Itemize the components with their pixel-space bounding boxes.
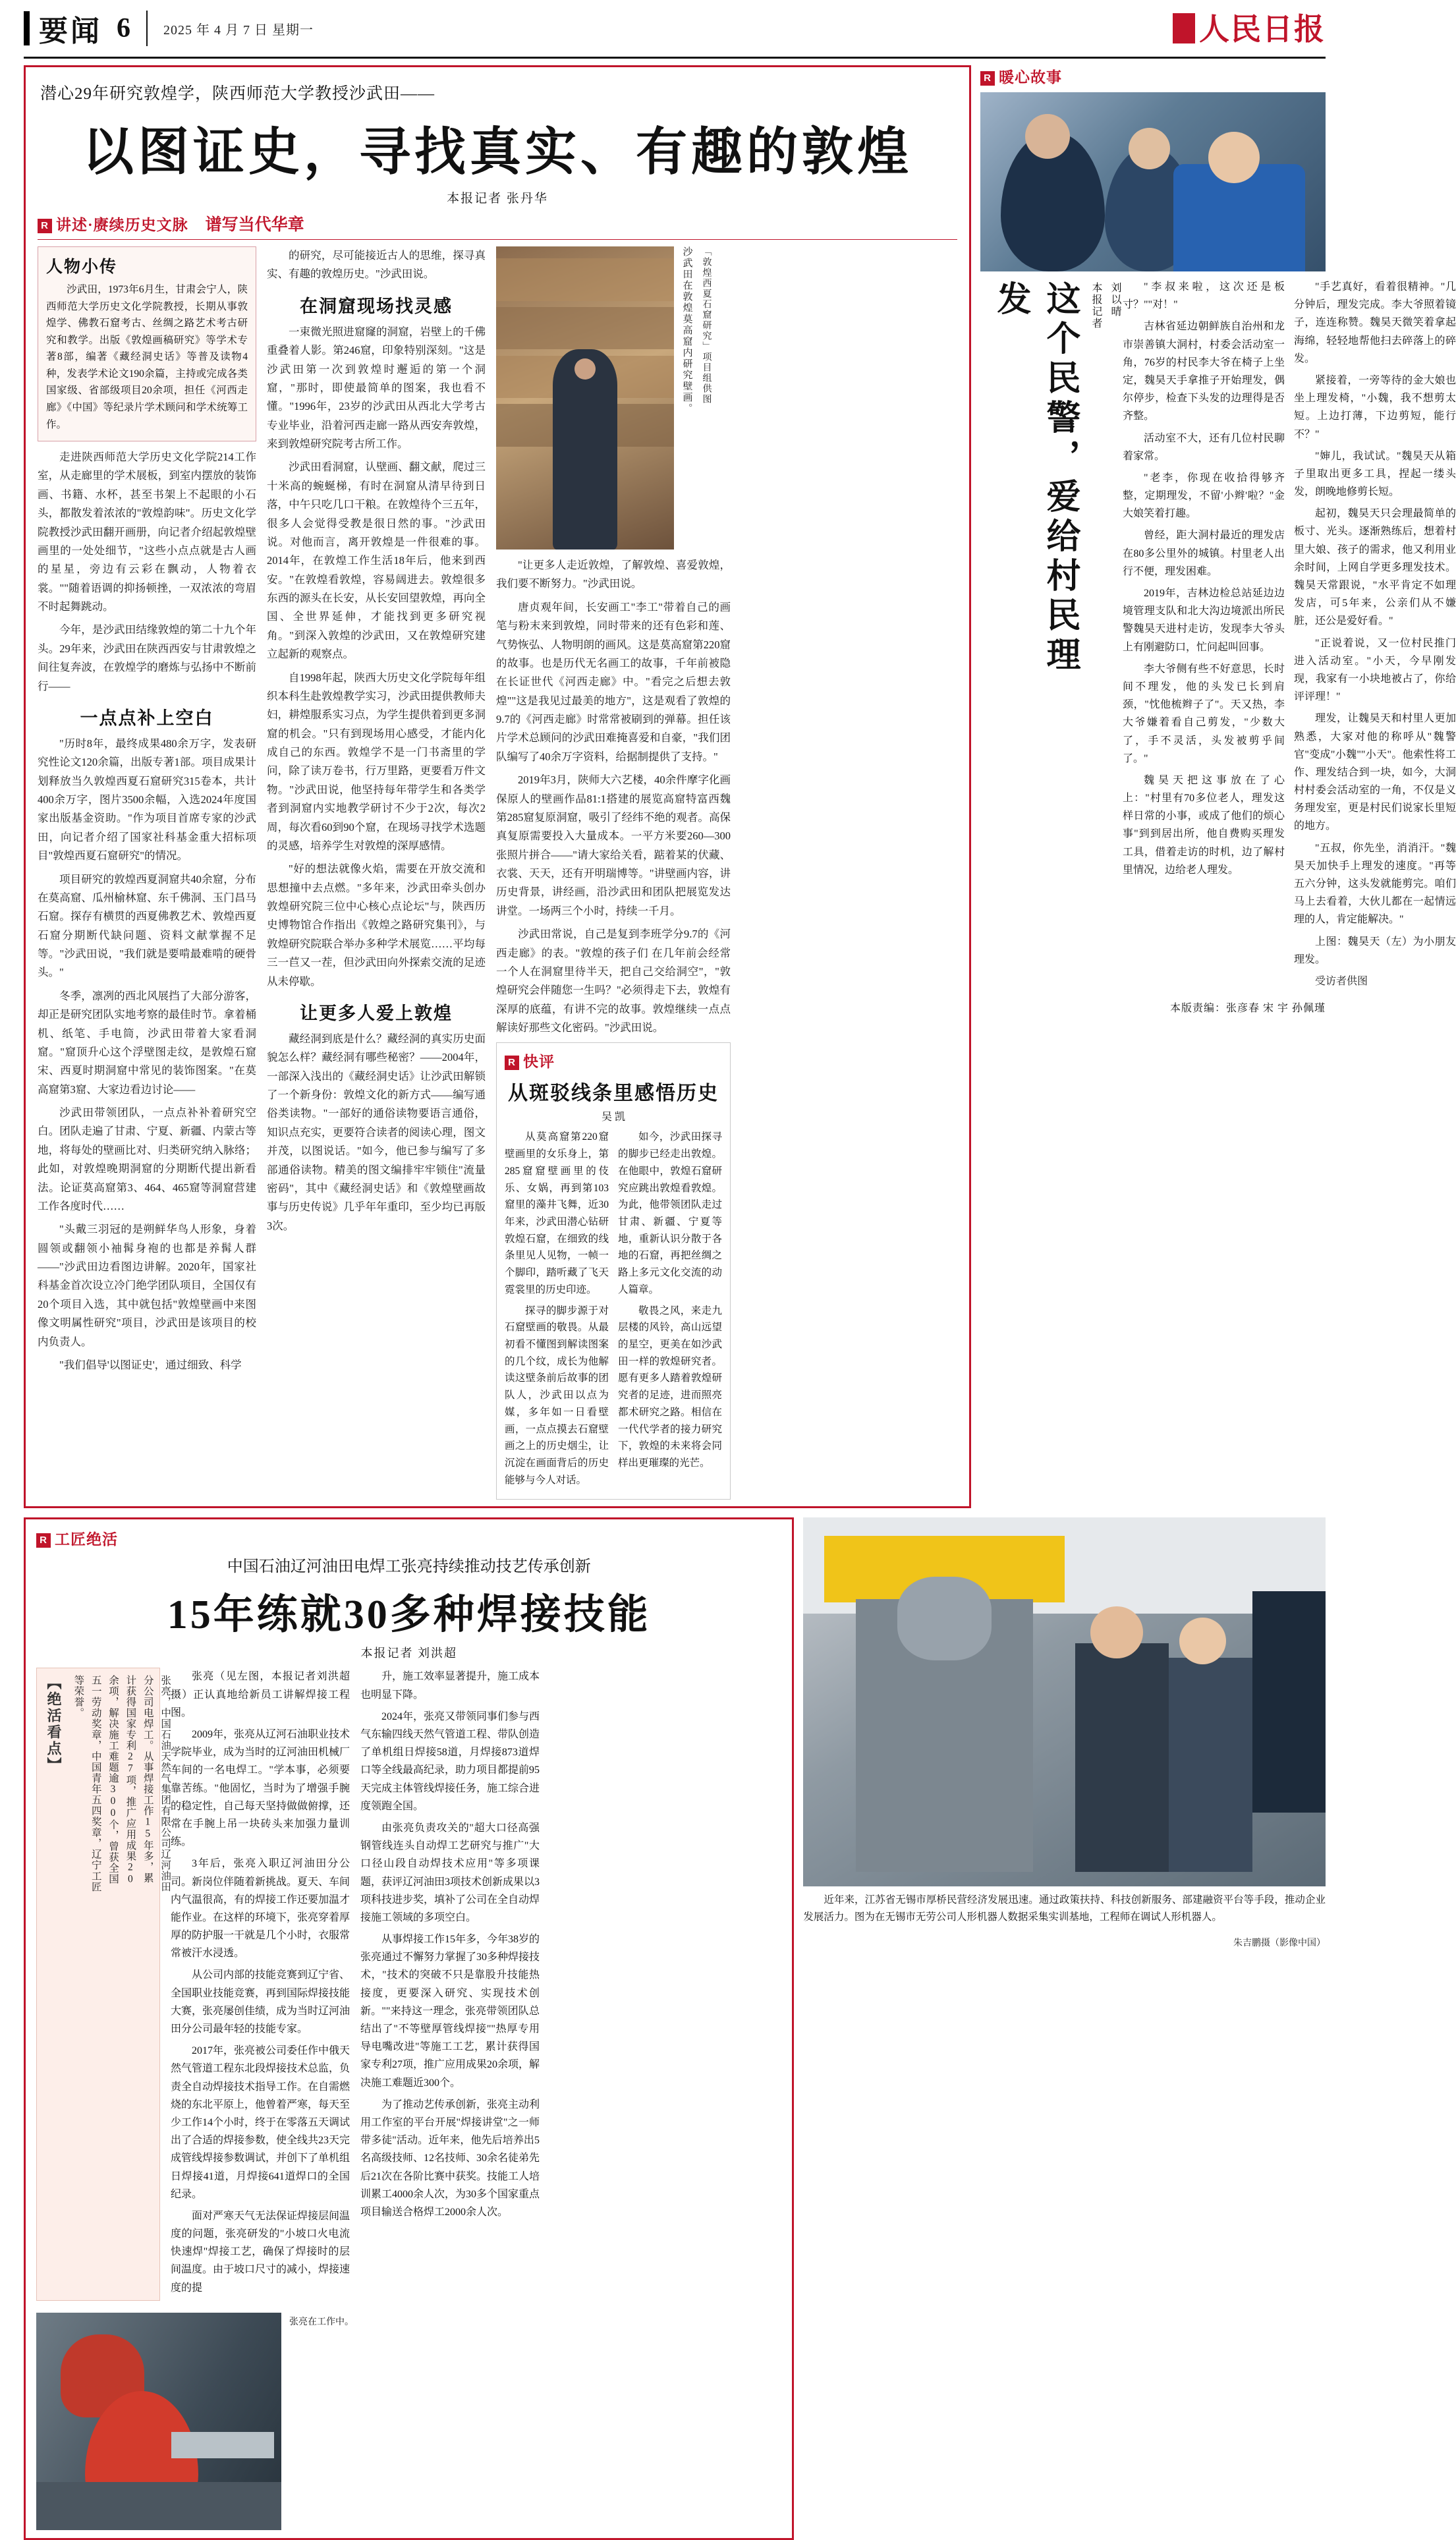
paragraph: 升，施工效率显著提升，施工成本也明显下降。 (360, 1671, 540, 1701)
paragraph: 自1998年起，陕西大历史文化学院每年组织本科生赴敦煌教学实习，沙武田提供教师夫妇，耕煌服系实习点，为学生提供着到更多洞窟的机会。"只有到现场用心感受，才能内化成自己的东西。敦煌学不是一门书斋里的学问，除了读万卷书，行万里路，更要看万件文物。"沙武田说，他坚持每年带学生和各类学者到洞窟内实地教学研讨不少于2次，每次2周，每次看60到90个窟，在现场寻找学术选题的灵感，培养学生对敦煌的深厚感情。 (267, 671, 486, 852)
masthead-divider (146, 11, 148, 46)
paragraph: "我们倡导'以图证史'，通过细致、科学 (59, 1358, 242, 1371)
paragraph: 3年后，张亮入职辽河油田分公司。新岗位伴随着新挑战。夏天、车间内气温很高，有的焊接工作还要加温才能作业。在这样的环境下，张亮穿着厚厚的防护服一干就是几个小时，衣服常常被汗水浸透。 (171, 1858, 350, 1960)
paragraph: 由张亮负责攻关的"超大口径高强钢管线连头自动焊工艺研究与推广"大口径山段自动焊技术应用"等多项课题，获评辽河油田3项技术创新成果以3项科技进步奖，填补了公司在全自动焊接施工领域的多项空白。 (360, 1822, 540, 1923)
feature-photo-block (803, 1517, 1326, 2539)
warm-story-byline-2: 刘以晴 (1109, 282, 1121, 318)
bottom-area (12, 1508, 1337, 2539)
lead-headline: 以图证史，寻找真实、有趣的敦煌 (82, 123, 912, 181)
logo-mark-icon (1173, 13, 1195, 43)
paragraph: 项目研究的敦煌西夏洞窟共40余窟，分布在莫高窟、瓜州榆林窟、东千佛洞、玉门昌马石窟。探存有横贯的西夏佛教艺术、敦煌西夏石窟分期断代缺问题、资料文献掌握不足等。"沙武田说，"我们就是要啃最难啃的硬骨头。" (38, 872, 256, 979)
craft-tag: R 工匠绝活 (36, 1527, 118, 1549)
craft-byline: 本报记者 刘洪超 (360, 1647, 457, 1660)
paragraph: 一束微光照进窟窿的洞窟，岩壁上的千佛重叠着人影。第246窟，印象特别深刻。"这是沙武田第一次到敦煌时邂逅的第一个洞窟，"那时，即使最简单的图案，我也看不懂。"1996年，23岁的沙武田从西北大学考古专业毕业，沿着河西走廊一路从西安奔敦煌，来到敦煌研究院考古所工作。 (267, 325, 486, 450)
paragraph: 如今，沙武田探寻的脚步已经走出敦煌。在他眼中，敦煌石窟研究应跳出敦煌看敦煌。为此，他带领团队走过甘肃、新疆、宁夏等地，重新认识分散于各地的石窟，再把丝绸之路上多元文化交流的动人篇章。 (618, 1131, 722, 1295)
paragraph: 面对严寒天气无法保证焊接层间温度的问题，张亮研发的"小坡口火电流快速焊"焊接工艺，确保了焊接时的层间温度。由于坡口尺寸的减小，焊接速度的提 (171, 2210, 350, 2294)
paragraph: 2019年，吉林边检总站延边边境管理支队和北大沟边境派出所民警魏昊天进村走访，发现李大爷头上有刚避防口，忙问起叫回事。 (1123, 588, 1285, 653)
craft-sidebox-text: 张亮，中国石油天然气集团有限公司辽河油田分公司电焊工。从事焊接工作15年多，累计获得国家专利27项，推广应用成果20余项，解决施工难题逾300个，曾获全国五一劳动奖章，中国青年五四奖章，辽宁工匠等荣誉。 (72, 1675, 171, 1893)
quick-author: 吴 凯 (601, 1112, 625, 1123)
editor-credit: 本版责编：张彦春 宋 宇 孙佩瑾 (1169, 1003, 1326, 1015)
warm-story-photo-credit: 受访者供图 (1315, 975, 1368, 987)
warm-story-title: 这个民警，爱给村民理发 (992, 281, 1078, 676)
paragraph: "好的想法就像火焰，需要在开放交流和思想撞中去点燃。"多年来，沙武田牵头创办敦煌研究院三位中心核心点论坛"与，陕西历史博物馆合作指出《敦煌之路研究集刊》，与敦煌研究院联合举办多种学术展览……平均每三一苣又一茬，但沙武田向外探索交流的足迹从未停歇。 (267, 862, 486, 988)
paragraph: "正说着说，又一位村民推门进入活动室。"小天，今早刚发现，我家有一小块地被占了，你给评评理！" (1294, 637, 1456, 703)
paragraph: "李叔来啦，这次还是板寸？""对！" (1123, 281, 1285, 311)
craft-shoulder: 中国石油辽河油田电焊工张亮持续推动技艺传承创新 (227, 1558, 591, 1576)
paper-logo (1173, 5, 1326, 49)
paragraph: 今年，是沙武田结缘敦煌的第二十九个年头。29年来，沙武田在陕西西安与甘肃敦煌之间往复奔波，在敦煌学的磨炼与弘扬中不断前行—— (38, 623, 256, 692)
paragraph: 探寻的脚步源于对石窟壁画的敬畏。从最初看不懂图到解读图案的几个纹，成长为他解读这壁条前后故事的团队人，沙武田以点为媒，多年如一日看壁画，一点点摸去石窟壁画之上的历史烟尘，让沉淀在画面背后的历史能够与今人对话。 (505, 1305, 609, 1486)
profile-text: 沙武田，1973年6月生，甘肃会宁人，陕西师范大学历史文化学院教授，长期从事敦煌学、佛教石窟考古、丝绸之路艺术考古研究和教学。出版《敦煌画稿研究》等学术专著8部，编著《藏经洞史话》等普及读物4种，发表学术论文190余篇，主持或完成各类国家级、省部级项目20余项，担任《河西走廊》《中国》等纪录片学术顾问和学术统筹工作。 (46, 284, 248, 430)
paragraph: 从公司内部的技能竞赛到辽宁省、全国职业技能竞赛，再到国际焊接技能大赛，张亮屡创佳绩，成为当时辽河油田分公司最年轻的技能专家。 (171, 1969, 350, 2035)
masthead (12, 0, 1337, 57)
craft-photo-caption: 张亮在工作中。 (289, 2317, 354, 2327)
subheading: 一点点补上空白 (80, 708, 214, 728)
r-badge-icon: R (36, 1533, 51, 1548)
craft-photo (36, 2313, 281, 2530)
mural-caption: 沙武田在敦煌莫高窟内研究壁画。 (681, 246, 692, 414)
r-badge-icon: R (505, 1056, 519, 1070)
paragraph: 沙武田常说，自己是复到李班学分9.7的《河西走廊》的表。"敦煌的孩子们 在几年前会经常一个人在洞窟里待半天，把自己交给洞空"，"敦煌研究会伴随您一生吗？"必须得走下去，敦煌有深厚的底蕴，有讲不完的故事。敦煌继续一点点解读好那些文化密码。"沙武田说。 (496, 928, 731, 1034)
paragraph: 魏昊天把这事放在了心上："村里有70多位老人，理发这样日常的小事，或成了他们的烦心事"到到居出所，他自费购买理发工具，借着走访的时机，边了解村里情况，边给老人理发。 (1123, 774, 1285, 876)
masthead-rule (24, 57, 1326, 59)
paragraph: 2024年，张亮又带领同事们参与西气东输四线天然气管道工程、带队创造了单机组日焊接58道，月焊接873道焊口等全线最高纪录，助力项目都提前95天完成主体管线焊接任务，施工综合进度领跑全国。 (360, 1710, 540, 1812)
paragraph: 走进陕西师范大学历史文化学院214工作室，从走廊里的学术展板，到室内摆放的装饰画、书籍、水杯，甚至书架上不起眼的小石头，都散发着浓浓的"敦煌韵味"。历史文化学院教授沙武田翻开画册，向记者介绍起敦煌壁画里的一处处细节，"这些小点点就是古人画的星星，旁边有云彩在飘动，人物着衣裳。""随着语调的抑扬顿挫，一双浓浓的弯眉不时起舞跳动。 (38, 451, 256, 613)
section-title: 要闻 (39, 15, 102, 47)
paragraph: "手艺真好，看着很精神。"几分钟后，理发完成。李大爷照着镜子，连连称赞。魏昊天微笑着拿起海绵，轻轻地帮他扫去碎落上的碎发。 (1294, 281, 1456, 364)
paragraph: "历时8年，最终成果480余万字，发表研究性论文120余篇，出版专著1部。项目成果计划释放当久敦煌西夏石窟研究315卷本，共计400余万字，图片3500余幅，入选2024年度国家出版基金资助。"作为项目首席专家的沙武田，向记者介绍了国家社科基金重大招标项目"敦煌西夏石窟研究"的情况。 (38, 737, 256, 862)
mural-figure (496, 246, 731, 550)
warm-story-photo (980, 92, 1326, 271)
mural-photo (496, 246, 674, 550)
paragraph: 藏经洞到底是什么？藏经洞的真实历史面貌怎么样？藏经洞有哪些秘密？——2004年，一部深入浅出的《藏经洞史话》让沙武田解锁了一个新身份：敦煌文化的新方式——编写通俗类读物。"一部好的通俗读物要语言通俗，知识点充实，更要符合读者的阅读心理，图文并茂，以图说话。"如今，他已参与编写了多部通俗读物。精美的图文编排牢牢锁住"流量密码"，其中《藏经洞史话》和《敦煌壁画故事与历史传说》几乎年年重印，至少均已再版3次。 (267, 1032, 486, 1232)
paragraph: "五叔，你先坐，消消汗。"魏昊天加快手上理发的速度。"再等五六分钟，这头发就能剪完。咱们马上去看着，大伙儿都在一起情远理的人，肯定能解决。" (1294, 842, 1456, 926)
paragraph: 2017年，张亮被公司委任作中俄天然气管道工程东北段焊接技术总监，负责全自动焊接技术指导工作。在自需燃烧的东北平原上，他曾着严寒，每天至少工作14个小时，终于在零落五天调试出了合适的焊接参数，使全线共23天完成管线焊接参数调试，并创下了单机组日焊接41道，月焊接641道焊口的全国纪录。 (171, 2045, 350, 2200)
lead-tag-row (38, 212, 957, 240)
paragraph: 敬畏之风，来走九层楼的风铃，高山远望的星空，更美在如沙武田一样的敦煌研究者。愿有更多人踏着敦煌研究者的足迹，进而照亮都术研究之路。相信在一代代学者的接力研究下，敦煌的未来将会同样出更璀璨的光芒。 (618, 1305, 722, 1469)
profile-box (38, 246, 256, 441)
paper-name: 人民日报 (1199, 13, 1326, 46)
paragraph: 2019年3月，陕师大六艺楼，40余件摩字化画保原人的壁画作品81:1搭建的展览高窟特富西魏第285窟复原洞窟，吸引了经纬不绝的观者。高保真复原需要投入大量成本。一平方米要260—300张照片拼合——"请大家给关看，踮着某的伏藏、衣裳、天天，还有开明瑞博等。"讲壁画内容，讲历史背景，讲经画，沿沙武田和团队把展览发达讲堂。一场两三个小时，持续一千月。 (496, 774, 731, 917)
lead-column-2 (267, 246, 486, 1500)
paragraph: 为了推动艺传承创新，张亮主动利用工作室的平台开展"焊接讲堂"之一师带多徒"活动。近年来，他先后培养出5名高级技师、12名技师、30余名徒弟先后21次在各阶比赛中获奖。技能工人培训累工4000余人次，为30多个国家重点项目输送合格焊工2000余人次。 (360, 2099, 540, 2218)
paragraph: 曾经，距大洞村最近的理发店在80多公里外的城镇。村里老人出行不便，理发困难。 (1123, 530, 1285, 577)
warm-story-col-2 (1294, 278, 1456, 994)
quick-title: 从斑驳线条里感悟历史 (508, 1083, 719, 1105)
warm-story-col-1 (1123, 278, 1285, 994)
paragraph: 从莫高窟第220窟壁画里的女乐身上，第285窟窟壁画里的伎乐、女娲，再到第103窟里的藻井飞舞，近30年来，沙武田潜心钻研敦煌石窟，在细致的线条里见人见物，一帧一个脚印，踏听藏了飞天霓裳里的历史印迹。 (505, 1131, 609, 1295)
craft-columns (36, 1668, 781, 2300)
lead-column-3 (496, 246, 731, 1500)
lead-tag-left: R 讲述·赓续历史文脉 (38, 213, 188, 235)
lead-article (24, 65, 971, 1508)
subheading: 在洞窟现场找灵感 (300, 296, 453, 316)
paragraph: 紧接着，一旁等待的金大娘也坐上理发椅，"小魏，我不想剪太短。上边打薄，下边剪短，能行不？" (1294, 374, 1456, 440)
lead-tag-right: 谱写当代华章 (205, 216, 304, 234)
craft-col-2 (360, 1668, 540, 2300)
lead-byline: 本报记者 张丹华 (447, 192, 548, 206)
robot-photo-credit: 朱吉鹏摄（影像中国） (1233, 1938, 1326, 1949)
lead-column-1 (38, 246, 256, 1500)
top-area (12, 65, 1456, 1508)
warm-story-article (980, 65, 1456, 1508)
paragraph: 活动室不大，还有几位村民聊着家常。 (1123, 432, 1285, 462)
mural-credit: 「敦煌西夏石窟研究」项目组供图 (701, 246, 712, 405)
page-number: 6 (117, 13, 130, 43)
profile-title: 人物小传 (46, 258, 118, 276)
r-badge-icon: R (980, 71, 995, 86)
paragraph: 起初，魏昊天只会理最简单的板寸、光头。逐渐熟练后，想着村里大娘、孩子的需求，他又利用业余时间，上网自学更多理发技术。魏昊天常跟说，"水平肯定不如理发店，可5年来，公亲们从不嫌脏，还公是爱好看。" (1294, 508, 1456, 627)
paragraph: 2009年，张亮从辽河石油职业技术学院毕业，成为当时的辽河油田机械厂车间的一名电焊工。"学本事，必须要靠苦练。"他固忆，当时为了增强手腕的稳定性，自己每天坚持做做俯撑，还常在手腕上吊一块砖头来加强力量训练。 (171, 1729, 350, 1848)
paragraph: 冬季，凛冽的西北风展挡了大部分游客，却正是研究团队实地考察的最佳时节。拿着桶机、纸笔、手电筒，沙武田带着大家看洞窟。"窟顶升心这个浮壁图走纹，是敦煌石窟宋、西夏时期洞窟中常见的装饰图案。"在莫高窟第3窟、大家边看边讨论—— (38, 989, 256, 1096)
mural-art (496, 246, 674, 550)
quick-comment (496, 1042, 731, 1500)
section-bar (24, 11, 30, 45)
paragraph: "婶儿，我试试。"魏昊天从箱子里取出更多工具，捏起一缕头发，朗晚地修剪长短。 (1294, 450, 1456, 498)
craft-sidebox (36, 1668, 171, 2300)
paragraph: 唐贞观年间，长安画工"李工"带着自己的画笔与粉末来到敦煌，同时带来的还有色彩和莲、气势恢弘、人物明朗的画风。这是莫高窟第220窟的故事。也是历代无名画工的故事，千年前被隐在长证世代《河西走廊》中。"看完之后想去敦煌""这是我见过最美的地方"，这是观看了敦煌的9.7的《河西走廊》时常常被刷到的弹幕。担任该片学术总顾问的沙武田难掩喜爱和自豪，"我们团队编写了40余万字资料，给据制提供了支持。" (496, 600, 731, 763)
craft-col-1 (171, 1668, 350, 2300)
publication-date: 2025 年 4 月 7 日 星期一 (163, 22, 314, 38)
paragraph: 张亮（见左图，本报记者刘洪超摄）正认真地给新员工讲解焊接工程图。 (171, 1671, 350, 1718)
paragraph: 吉林省延边朝鲜族自治州和龙市崇善镇大洞村，村委会活动室一角，76岁的村民李大爷在椅子上坐定，魏昊天手拿推子开始理发，偶尔停步，检查下头发的边理得是否齐整。 (1123, 321, 1285, 422)
paragraph: 从事焊接工作15年多，今年38岁的张亮通过不懈努力掌握了30多种焊接技术，"技术的突破不只是靠股升技能热接度，更要深入研究、实现技术创新。""来持这一理念，张亮带领团队总结出了"不等壁厚管线焊接""热厚专用导电嘴改进"等施工工艺，累计获得国家专利27项，推广应用成果20余项，解决施工难题近300个。 (360, 1934, 540, 2089)
craft-article (24, 1517, 794, 2539)
lead-shoulder: 潜心29年研究敦煌学，陕西师范大学教授沙武田—— (40, 85, 435, 103)
paragraph: 沙武田看洞窟，认壁画、翻文献，爬过三十米高的蜿蜒梯，有时在洞窟从清早待到日落，中午只吃几口干粮。在敦煌待个三五年，很多人会觉得受教是很日然的事。"沙武田说。对他而言，离开敦煌是一件很难的事。2014年，在敦煌工作生活18年后，他来到西安。"在敦煌看敦煌，容易阔进去。敦煌很多东西的源头在长安，从长安回望敦煌，再向全国、全世界延伸，才能找到更多研究视角。"到深入敦煌的沙武田，又在敦煌研究建立起新的观察点。 (267, 461, 486, 661)
robot-photo (803, 1517, 1326, 1886)
robot-photo-caption: 近年来，江苏省无锡市厚桥民营经济发展迅速。通过政策扶持、科技创新服务、部建融资平台等手段，推动企业发展活力。图为在无锡市无劳公司人形机器人数据采集实训基地，工程师在调试人形机器人。 (803, 1894, 1326, 1923)
paragraph: 的研究，尽可能接近古人的思维，探寻真实、有趣的敦煌历史。"沙武田说。 (267, 249, 486, 281)
lead-columns (38, 246, 957, 1500)
r-badge-icon: R (38, 219, 52, 233)
paragraph: "让更多人走近敦煌，了解敦煌、喜爱敦煌，我们要不断努力。"沙武田说。 (496, 559, 731, 590)
paragraph: "老李，你现在收拾得够齐整，定期理发，不留'小辫'啦？"金大娘笑着打趣。 (1123, 472, 1285, 520)
paragraph: 理发，让魏昊天和村里人更加熟悉，大家对他的称呼从"魏警官"变成"小魏""小天"。他索性将工作、理发结合到一块，如今，大洞村村委会活动室的一角，不仅是义务理发室，更是村民们说家长里短的地方。 (1294, 713, 1456, 832)
paragraph: 沙武田带领团队，一点点补补着研究空白。团队走遍了甘肃、宁夏、新疆、内蒙古等地，将每处的壁画比对、归类研究纳入脉络；此如，对敦煌晚期洞窟的分期断代提出新看法。论证莫高窟第3、464、465窟等洞窟营建工作各度时代…… (38, 1106, 256, 1212)
paragraph: "头戴三羽冠的是朔鲜华鸟人形象，身着圆领或翻领小袖髯身袍的也都是养髯人群——"沙武田边看图边讲解。2020年，国家社科基金首次设立冷门绝学团队项目，全国仅有20个项目入选，其中就包括"敦煌壁画中来图像文明属性研究"项目，沙武田是该项目的校内负责人。 (38, 1223, 256, 1348)
subheading: 让更多人爱上敦煌 (300, 1003, 453, 1023)
warm-story-photo-caption: 上图：魏昊天（左）为小朋友理发。 (1294, 936, 1456, 965)
quick-tag: R 快评 (505, 1050, 555, 1071)
warm-story-byline-1: 本报记者 (1090, 282, 1102, 329)
warm-story-tag: R 暖心故事 (980, 65, 1062, 87)
paragraph: 李大爷侧有些不好意思，长时间不理发，他的头发已长到肩颈，"忱他梳辫子了"。天又热，李大爷嫌着看自己剪发，"少数大了，手不灵活，头发被剪乎间了。" (1123, 663, 1285, 764)
craft-sidebox-label: 【绝活看点】 (45, 1675, 62, 1774)
craft-headline: 15年练就30多种焊接技能 (167, 1593, 651, 1638)
